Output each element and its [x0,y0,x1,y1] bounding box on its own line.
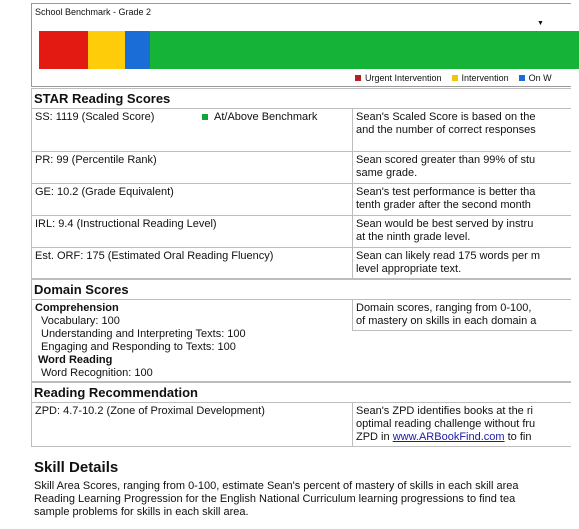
description-line: Sean's Scaled Score is based on the [356,111,536,123]
benchmark-segment [125,31,149,69]
domain-item: Word Recognition: 100 [41,367,153,379]
description-line: tenth grader after the second month [356,199,531,211]
benchmark-bar [39,31,579,69]
skill-details-line: sample problems for skills in each skill area. [34,506,249,518]
star-score-value: IRL: 9.4 (Instructional Reading Level) [35,218,217,230]
star-score-description [352,216,572,247]
benchmark-status-label: At/Above Benchmark [214,111,318,123]
domain-item: Understanding and Interpreting Texts: 100 [41,328,246,340]
star-score-row [31,109,571,152]
zpd-desc-post: to fin [504,431,532,443]
description-line: level appropriate text. [356,263,462,275]
benchmark-legend [355,73,552,83]
domain-item: Engaging and Responding to Texts: 100 [41,341,236,353]
legend-label: Urgent Intervention [365,73,442,83]
benchmark-marker-icon: ▼ [537,20,544,27]
domain-heading: Domain Scores [31,279,571,300]
legend-swatch [355,75,361,81]
skill-details-line: Reading Learning Progression for the English National Curriculum learning progressions to find tea [34,493,516,505]
legend-label: On W [528,73,552,83]
benchmark-segment [88,31,126,69]
arbookfind-link[interactable]: www.ARBookFind.com [392,431,505,443]
star-score-description [352,152,572,183]
description-line: same grade. [356,167,418,179]
benchmark-status [202,111,317,123]
skill-details-title: Skill Details [34,459,119,476]
domain-scores-list [35,302,246,380]
legend-item [355,73,442,83]
description-line: at the ninth grade level. [356,231,471,243]
star-score-row [31,152,571,184]
skill-details-body [34,480,518,519]
description-line: Sean can likely read 175 words per m [356,250,541,262]
zpd-description [352,403,572,446]
description-line: Sean's test performance is better tha [356,186,536,198]
zpd-desc-pre: ZPD in [356,431,393,443]
zpd-score: ZPD: 4.7-10.2 (Zone of Proximal Development) [35,405,265,417]
status-swatch-icon [202,114,208,120]
star-score-row [31,248,571,279]
zpd-desc-line: Sean's ZPD identifies books at the ri [356,405,533,417]
domain-item: Vocabulary: 100 [41,315,120,327]
benchmark-segment [39,31,88,69]
star-score-value: GE: 10.2 (Grade Equivalent) [35,186,174,198]
legend-item [519,73,552,83]
skill-details-line: Skill Area Scores, ranging from 0-100, estimate Sean's percent of mastery of skills in each skill area [34,480,519,492]
zpd-desc-line [356,431,572,444]
benchmark-box [31,3,571,87]
star-score-description [352,184,572,215]
description-line: Sean would be best served by instru [356,218,534,230]
legend-label: Intervention [461,73,509,83]
legend-swatch [519,75,525,81]
star-score-row [31,184,571,216]
domain-description [352,300,572,331]
zpd-desc-line: optimal reading challenge without fru [356,418,536,430]
star-score-description [352,109,572,151]
recommendation-row [31,403,571,447]
star-score-value: Est. ORF: 175 (Estimated Oral Reading Fluency) [35,250,274,262]
star-heading: STAR Reading Scores [31,88,571,109]
star-score-description [352,248,572,278]
description-line: and the number of correct responses [356,124,536,136]
domain-desc-line: of mastery on skills in each domain a [356,315,537,327]
star-score-row [31,216,571,248]
legend-item [452,73,509,83]
benchmark-segment [150,31,579,69]
legend-swatch [452,75,458,81]
domain-desc-line: Domain scores, ranging from 0-100, [356,302,532,314]
domain-row [31,300,571,382]
word-reading-title: Word Reading [38,354,113,366]
star-score-value: SS: 1119 (Scaled Score) [35,111,155,123]
description-line: Sean scored greater than 99% of stu [356,154,536,166]
recommendation-heading: Reading Recommendation [31,382,571,403]
benchmark-label: School Benchmark - Grade 2 [35,7,152,17]
comprehension-title: Comprehension [35,302,119,314]
star-score-value: PR: 99 (Percentile Rank) [35,154,157,166]
